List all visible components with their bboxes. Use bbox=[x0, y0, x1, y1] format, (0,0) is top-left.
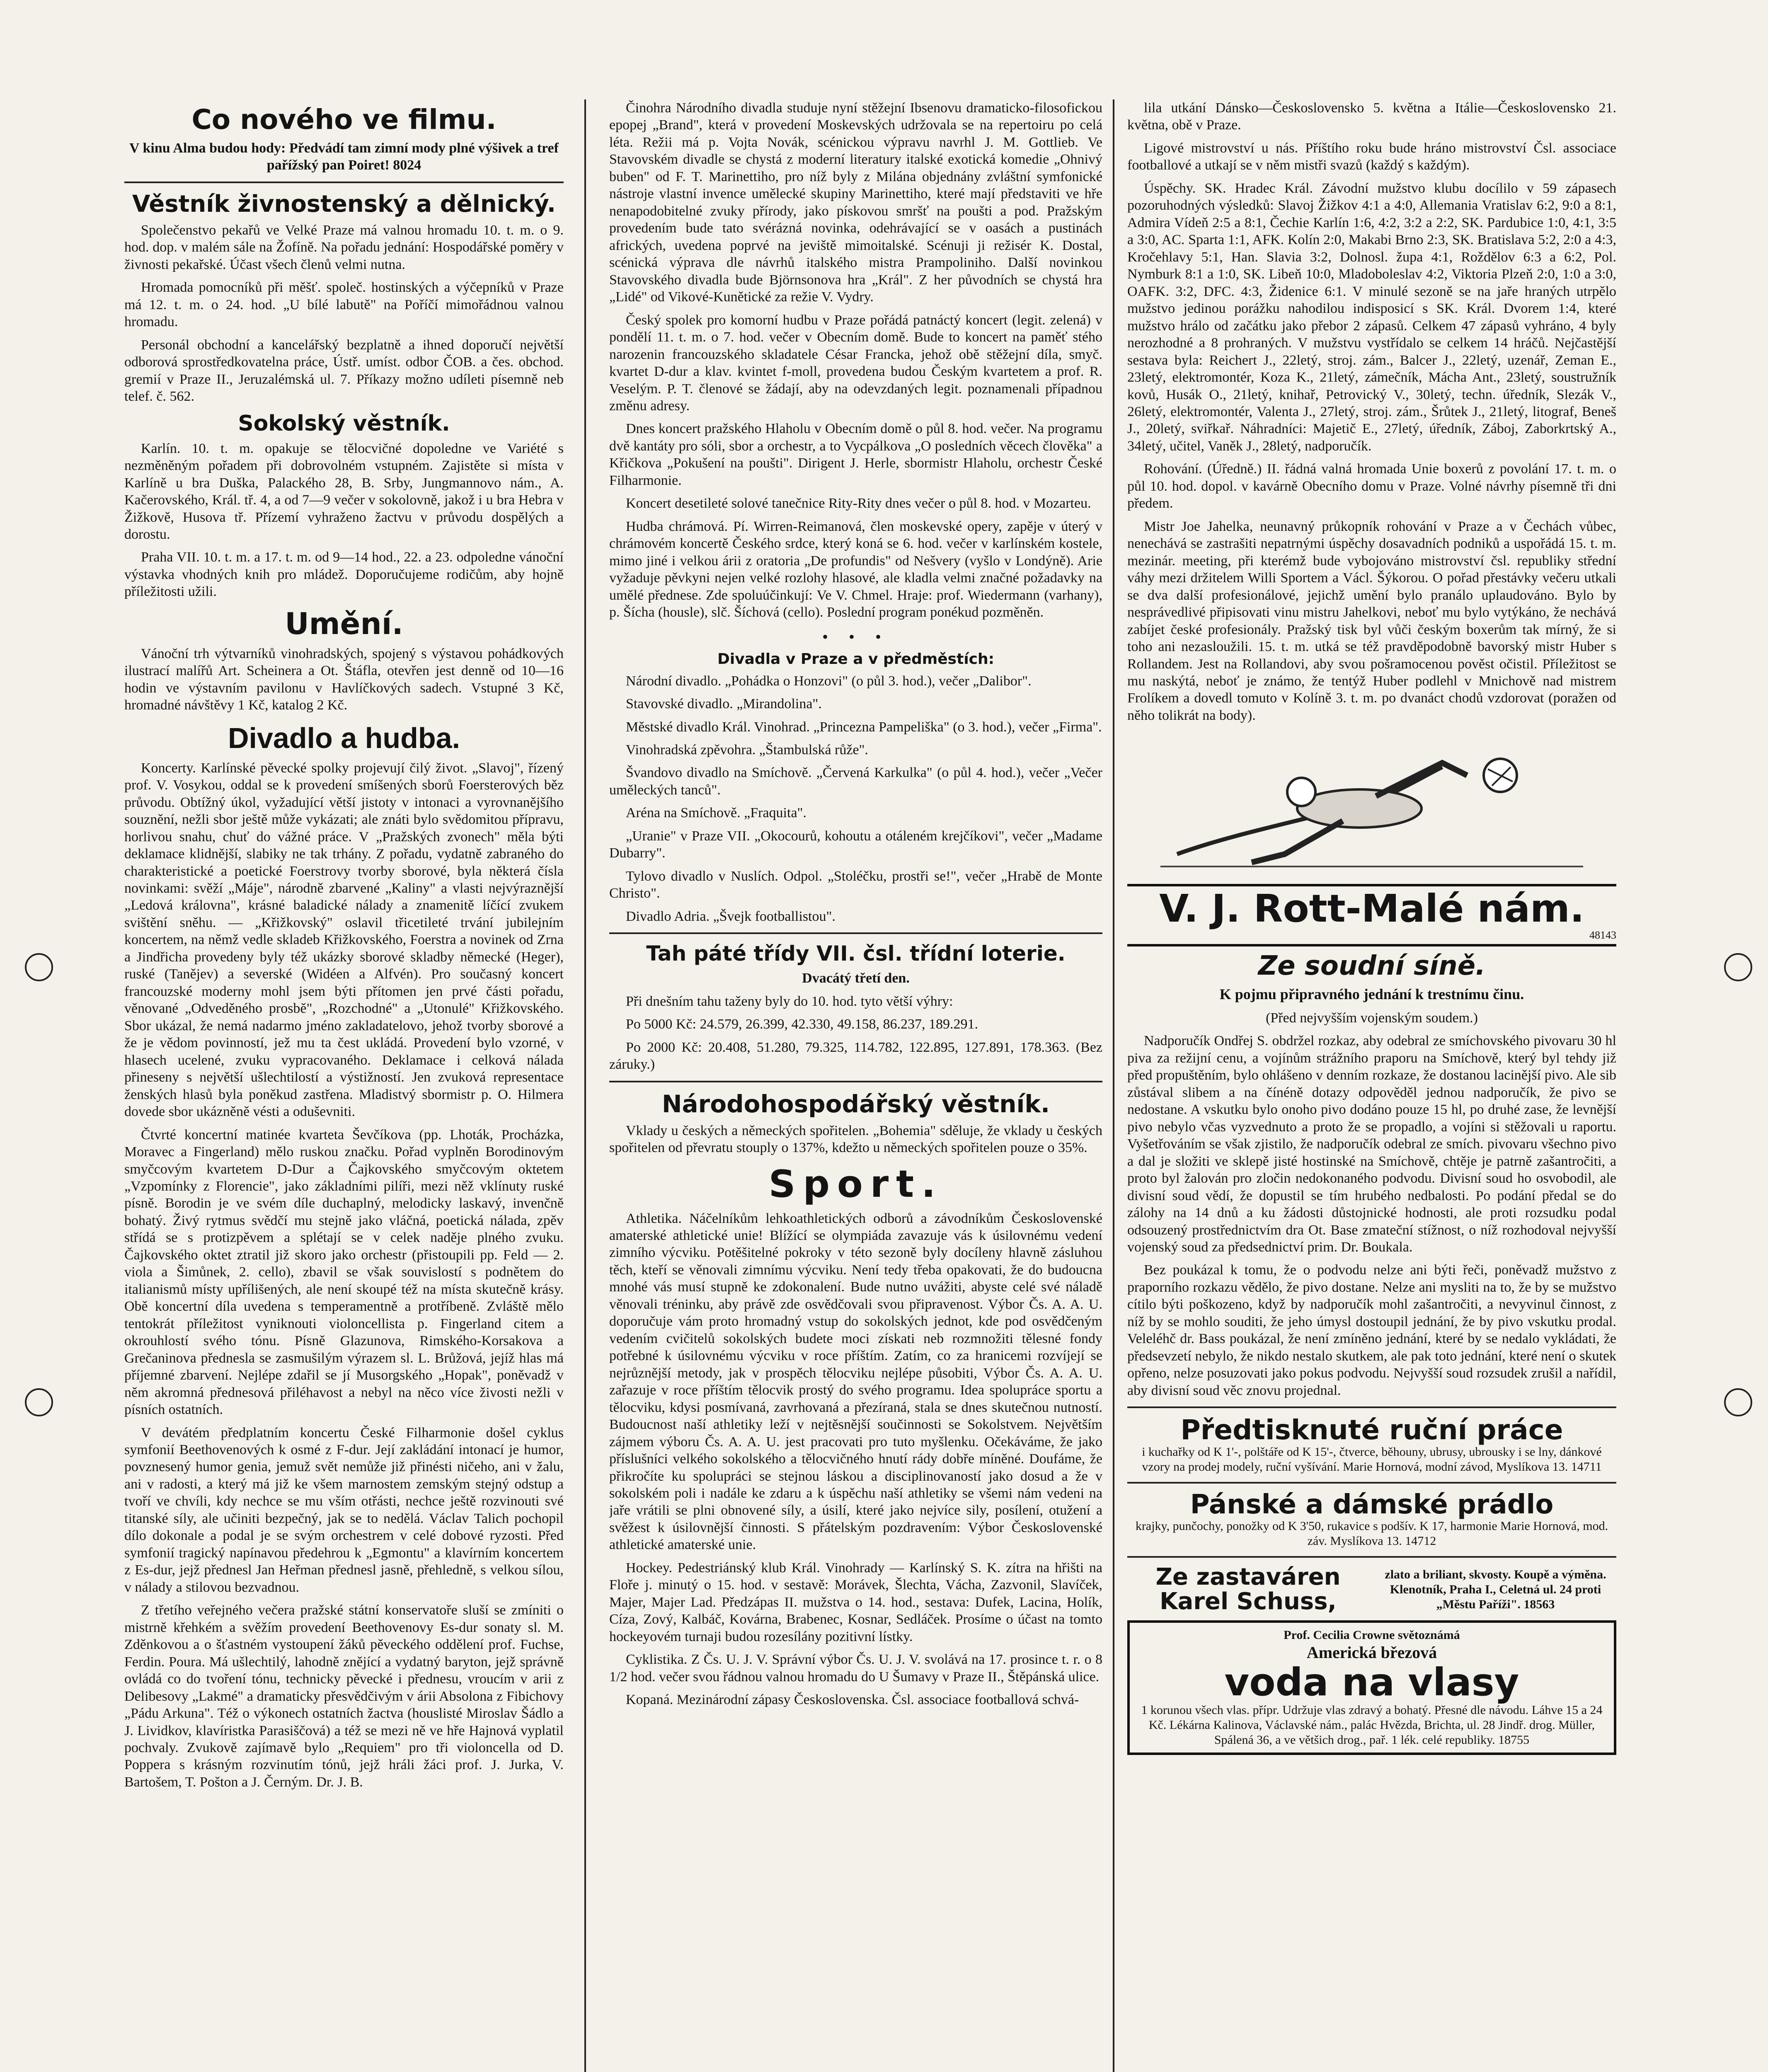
narodo-paragraph: Vklady u českých a německých spořitelen. „Bohemia" sděluje, že vklady u českých spořitelen od převratu stouply o 137%, kdežto u německých spořitelen pouze o 35%. bbox=[609, 1123, 1102, 1156]
sport-paragraph: Cyklistika. Z Čs. U. J. V. Správní výbor Čs. U. J. V. svolává na 17. prosince t. r. o 8 1/2 hod. večer svou řádnou valnou hromadu do U Šumavy v Praze II., Štěpánská ulice. bbox=[609, 1652, 1102, 1685]
sport-paragraph: Kopaná. Mezinárodní zápasy Československa. Čsl. associace footballová schvá- bbox=[626, 1692, 1079, 1708]
sport-paragraph: Hockey. Pedestriánský klub Král. Vinohrady — Karlínský S. K. zítra na hřišti na Floře j. minutý o 15. hod. v sestavě: Morávek, Šlechta, Vácha, Zazvonil, Slavíček, Majer, Majer Lad. Předzápas II. mužstva o 14. hod., sestava: Dufek, Lacina, Holík, Cíza, Zový, Kalbáč, Kovárna, Brabenec, Kosnar, Sedláček. Prosíme o účast na tomto hockeyovém turnaji budou rozesílány pozitivní lístky. bbox=[609, 1560, 1102, 1644]
theatre-listing: Vinohradská zpěvohra. „Štambulská růže". bbox=[626, 742, 868, 758]
theatre-listing: „Uranie" v Praze VII. „Okocourů, kohoutu a otáleném krejčíkovi", večer „Madame Dubarry". bbox=[609, 828, 1102, 861]
concert-paragraph: Dnes koncert pražského Hlaholu v Obecním domě o půl 8. hod. večer. Na programu dvě kantáty pro sóli, sbor a orchestr, a to Vycpálkova „O posledních věcech člověka" a Křičkova „Pokušení na poušti". Dirigent J. Herle, sbormistr Hlaholu, orchestr České Filharmonie. bbox=[609, 421, 1102, 488]
sokol-paragraph: Praha VII. 10. t. m. a 17. t. m. od 9—14 hod., 22. a 23. odpoledne vánoční výstavka vhodných knih pro mládež. Doporučujeme rodičům, aby hojně příležitosti užili. bbox=[124, 549, 564, 600]
zastavaren-advert-title: Ze zastaváren Karel Schuss, bbox=[1155, 1563, 1341, 1615]
film-text: V kinu Alma budou hody: Předvádí tam zimní mody plné výšivek a tref pařížský pan Poiret! 8024 bbox=[129, 140, 559, 173]
divadlo-paragraph: Z třetího veřejného večera pražské státní konservatoře sluší se zmíniti o mistrně křehkém a svěžím provedení Beethovenovy Es-dur sonaty sl. M. Zděnkovou a o šťastném vystoupení žáků pěveckého oddělení prof. Fuchse, Ferdin. Poura. Má ušlechtilý, lahodně znějící a vydatný baryton, jejž správně ovládá co do tvoření tónu, technicky pěvecké i přednesu, vroucím v arii z Delibesovy „Lakmé" a dramaticky přesvědčivým v árii Absolona z Fibichovy „Pádu Arkuna". Též o výkonech ostatních žactva (houslisté Miroslav Šádlo a J. Lividkov, klavíristka Parasiščová) a též se mezi ně ve hře Hajnová vyplatil pochvaly. Zvukově zajímavě bylo „Requiem" pro tři violoncella od D. Poppera s krásným rozvinutím tónů, jejž hráli žáci prof. J. Jurka, V. Bartošem, T. Pošton a J. Černým. Dr. J. B. bbox=[124, 1602, 564, 1790]
sport-paragraph: Úspěchy. SK. Hradec Král. Závodní mužstvo klubu docílilo v 59 zápasech pozoruhodných výsledků: Slavoj Žižkov 4:1 a 4:0, Allemania Vratislav 6:2, 9:0 a 8:1, Admira Vídeň 2:5 a 8:1, Čechie Karlín 1:6, 4:2, 3:2 a 2:2, SK. Pardubice 1:0, 4:1, 3:5 a 3:0, AC. Sparta 1:1, AFK. Kolín 2:0, Makabi Brno 2:3, SK. Bratislava 5:2, 2:0 a 4:3, Kročehlavy 5:1, Han. Slavia 3:2, Dolnosl. župa 4:1, Roždělov 6:3 a 6:2, Pol. Nymburk 8:1 a 1:0, SK. Libeň 10:0, Mladoboleslav 4:2, Viktoria Plzeň 2:0, 1:0 a 3:0, OAFK. 3:2, DFC. 4:3, Židenice 6:1. V minulé sezoně se na jaře hraných utrpělo mužstvo jedinou porážku nahodilou indisposicí s SK. Král. Dvorem 1:4, které mužstvo hrálo od začátku jako přebor 2 zápasů. Celkem 47 zápasů vyhráno, 4 byly nerozhodné a 8 prohraných. V mužstvu vystřídalo se celkem 14 hráčů. Nejčastější sestava byla: Reichert J., 22letý, stroj. zám., Balcer J., 22letý, uzenář, Zeman E., 23letý, elektromontér, Koza K., 21letý, zámečník, Mácha Ant., 23letý, soustružník kovů, Husák O., 21letý, knihař, Petrovický V., 30letý, techn. úředník, Slezák V., 26letý, elektromontér, Valenta J., 27letý, stroj. zám., Šrůtek J., 21letý, litograf, Beneš J., 20letý, sviřkař. Náhradníci: Majetič E., 27letý, úředník, Záboj, Zaborkrtský A., 34letý, učitel, Vaněk J., 28letý, nadporučík. bbox=[1127, 180, 1616, 454]
concert-paragraph: Koncert desetileté solové tanečnice Rity-Rity dnes večer o půl 8. hod. v Mozarteu. bbox=[626, 496, 1091, 511]
divider bbox=[1127, 1482, 1616, 1484]
sport-paragraph: Athletika. Náčelníkům lehkoathletických odborů a závodníkům Československé amaterské athletické unie! Blížící se olympiáda zavazuje vás k úsilovnému vedení zimního výcviku. Potěšitelné pokroky v této sezoně byly docíleny hlavně zásluhou těch, kteří se věnovali zimnímu výcviku. Není tedy třeba opakovati, že do budoucna mnohé vás musí stupně ke zdokonalení. Bude nutno uvážiti, abyste celé své náladě věnovali tréninku, aby právě zde osvědčovali svou připravenost. Výbor Čs. A. A. U. doporučuje vám proto hromadný vstup do sokolských jednot, kde pod osvědčeným vedením cvičitelů sokolských budete moci získati neb rozmnožiti tělesné fondy potřebné k úsilovnému výcviku v roce příštím. Zatím, co za hranicemi rozvíjejí se nejrůznější metody, jak v prospěch tělocviku nejlépe působiti, Výbor Čs. A. A. U. zařazuje v roce příštím tělocvik prostý do svého programu. Idea spolupráce sportu a tělocviku, kdysi posmívaná, zavrhovaná a přezíraná, stala se dnes skutečnou nutností. Budoucnost naší athletiky leží v nejtěsnější součinnosti se Sokolstvem. Největším zájmem výboru Čs. A. A. U. jest pracovati pro tuto myšlenku. Očekáváme, že jako příslušníci velkého sokolského a tělocvičného hnutí rády dobře míněné. Doufáme, že přikročíte ku spolupráci se stejnou láskou a disciplinovaností jako dosud a že v sokolském poli i nadále ke zdaru a k úspěchu naší athletiky se všemi nám vedeni na jaře vrátili se plni obnovené síly, a úsilí, které jako nejvíce sily, posílení, otužení a svěžest k úsilovnější činnosti. S přátelským pozdravením: Výbor Československé athletické amaterské unie. bbox=[609, 1210, 1102, 1553]
vestnik-paragraph: Personál obchodní a kancelářský bezplatně a ihned doporučí největší odborová sprostředkovatelna práce, Ústř. umíst. odbor ČOB. a čes. obchod. gremií v Praze II., Jeruzalémská ul. 7. Příkazy možno udíleti písemně neb telef. č. 562. bbox=[124, 337, 564, 404]
divider bbox=[609, 1081, 1102, 1082]
vlasy-advert-title: voda na vlasy bbox=[1224, 1660, 1519, 1705]
sokol-heading: Sokolský věstník. bbox=[238, 411, 450, 436]
rott-advert: V. J. Rott-Malé nám. bbox=[1159, 886, 1584, 931]
divadlo-paragraph: V devátém předplatním koncertu České Filharmonie došel cyklus symfonií Beethovenových k osmé z F-dur. Její zakládání intonací je humor, povznesený humor genia, jemuž svět nemůže již přinésti ničeho, ani v žalu, ani v radosti, a který má již ke všem marnostem zemským stejný odstup a tvoří ve chvíli, kdy nechce se mu vším otřásti, nechce ještě rozvinouti své titanské síly, ale učiniti bezpečný, jak se to nedělá. Václav Talich pochopil dílo dokonale a podal je se svým orchestrem v celé dobové ryzosti. Před symfonií tragický napínavou předehrou k „Egmontu" a klavírním koncertem z Es-dur, jejž přednesl Jan Heřman přednesl jasně, přehledně, s velkou sílou, v nálady a stilovou bezvadnou. bbox=[124, 1425, 564, 1595]
binding-hole-mark bbox=[25, 953, 53, 981]
theatre-listing: Aréna na Smíchově. „Fraquita". bbox=[626, 805, 806, 821]
divadla-heading: Divadla v Praze a v předměstích: bbox=[717, 650, 995, 668]
film-heading: Co nového ve filmu. bbox=[191, 104, 496, 136]
rucni-prace-advert-title: Předtisknuté ruční práce bbox=[1180, 1414, 1563, 1446]
binding-hole-mark bbox=[1724, 1388, 1752, 1416]
theatre-listing: Národní divadlo. „Pohádka o Honzovi" (o půl 3. hod.), večer „Dalibor". bbox=[626, 673, 1032, 689]
binding-hole-mark bbox=[1724, 953, 1752, 981]
rott-advert-number: 48143 bbox=[1589, 929, 1616, 941]
loterie-heading: Tah páté třídy VII. čsl. třídní loterie. bbox=[646, 942, 1066, 966]
loterie-paragraph: Po 5000 Kč: 24.579, 26.399, 42.330, 49.158, 86.237, 189.291. bbox=[626, 1017, 978, 1032]
divider bbox=[1127, 1406, 1616, 1408]
divider bbox=[609, 932, 1102, 934]
soud-paragraph: Nadporučík Ondřej S. obdržel rozkaz, aby odebral ze smíchovského pivovaru 30 hl piva za režijní cenu, a vojínům strážního praporu na Smíchově, který byl tehdy již před propuštěním, bylo ohlášeno v denním rozkaze, že dostanou lacinější pivo. Ale sib zůstával slibem a na čínéně dotazy odpověděl jednou nadporučík, že pivo se nedostane. A vskutku bylo onoho pivo dodáno pouze 15 hl, po druhé zase, že levnější pivo nebylo včas vyzvednuto a proto že se propadlo, a vojíni si stěžovali u raportu. Vyšetřováním se však zjistilo, že nadporučík odebral ze smích. pivovaru všechno pivo a dal je složiti ve sklepě jisté hostinské na Smíchově, chtěje je patrně zašantročiti, a proto byl žalován pro zločin nedokonaného podvodu. Divisní soud ho osvobodil, ale divisní soud vědí, že dopustil se tím hrubého nedbalosti. Po podání předal se do zálohy na 14 dnů a ku žádosti důstojnické hodnosti, ale proti rozsudku podal odsouzený prostřednictvím dra Ot. Base zmateční stížnost, o níž rozhodoval nejvyšší vojenský soud za předsednictví prim. Dr. Boukala. bbox=[1127, 1033, 1616, 1255]
binding-hole-mark bbox=[25, 1388, 53, 1416]
soud-heading: Ze soudní síně. bbox=[1258, 951, 1486, 981]
soud-note: (Před nejvyšším vojenským soudem.) bbox=[1266, 1010, 1478, 1026]
divadlo-paragraph: Čtvrté koncertní matinée kvarteta Ševčíkova (pp. Lhoták, Procházka, Moravec a Fingerland) mělo ruskou značku. Pořad vyplněn Borodinovým smyčcovým kvartetem D-Dur a Čajkovského smyčcovým oktetem „Vzpomínky z Florencie", jako základními pilíři, mezi něž vklínuty ruské písně. Borodin je ve svém díle duchaplný, melodicky laskavý, invenčně bohatý. Živý rytmus svědčí mu stejně jako vláčná, poetická nálada, zpěv střídá se s protizpěvem a splétají se v celek naděje plného zvuku. Čajkovského oktet ztratil již skoro jako orchestr (přistoupili pp. Feld — 2. viola a Šimůnek, 2. cello), zbavil se však souvislostí s podnětem do italianismů místy upřílišených, ale není skoupé též na místa skutečně krásy. Obě koncertní díla uvedena s temperamentně a protříbeně. Zvláště mělo tentokrát příležitost vyniknouti violoncellista p. Fingerland citem a okrouhlostí svého tónu. Písně Glazunova, Rimského-Korsakova a Grečaninova přednesla se zasmušilým výrazem sl. L. Brůžová, jejíž hlas má příjemné zbarvení. Nejlépe zdařil se jí Musorgského „Hopak", poněvadž v něm akromná přednesová přiléhavost a nebyl na něco více živosti nežli v písních ostatních. bbox=[124, 1127, 564, 1418]
umeni-heading: Umění. bbox=[285, 606, 403, 641]
theatre-listing: Městské divadlo Král. Vinohrad. „Princezna Pampeliška" (o 3. hod.), večer „Firma". bbox=[626, 719, 1102, 735]
column-rule bbox=[1113, 99, 1114, 2072]
concert-paragraph: Český spolek pro komorní hudbu v Praze pořádá patnáctý koncert (legit. zelená) v pondělí 11. t. m. o 7. hod. večer v Obecním domě. Bude to koncert na paměť stého narozenin francouzského skladatele César Francka, jehož obě stěžejní díla, smyč. kvartet D-dur a klav. kvintet f-moll, provedena budou Českým kvartetem a prof. R. Veselým. P. T. členové se žádají, aby na odevzdaných legit. poznamenali případnou změnu adresy. bbox=[609, 312, 1102, 414]
concert-paragraph: Hudba chrámová. Pí. Wirren-Reimanová, člen moskevské opery, zapěje v úterý v chrámovém koncertě Českého srdce, který koná se 6. hod. večer v karlínském kostele, mimo jiné i velkou árii z oratoria „De profundis" od Nešvery (vyšlo v Londýně). Arie vyžaduje pěvkyni nejen velké rozlohy hlasové, ale kladla velmi značné požadavky na umělé přednese. Zde spoluúčinkují: Ve V. Chmel. Hraje: prof. Wiedermann (varhany), p. Šícha (housle), slč. Šíchová (cello). Poslední program ponékud pozměněn. bbox=[609, 518, 1102, 620]
narodo-heading: Národohospodářský věstník. bbox=[661, 1089, 1050, 1118]
soud-subheading: K pojmu připravného jednání k trestnímu činu. bbox=[1219, 986, 1524, 1002]
soud-paragraph: Bez poukázal k tomu, že o podvodu nelze ani býti řeči, poněvadž mužstvo z praporního rozkazu vědělo, že pivo dostane. Nelze ani mysliti na to, že by se mužstvo cítilo býti poškozeno, když by nadporučík mohl zašantročiti, a nevyvinul činnost, z níž by se mohlo souditi, že jeho úmysl dostoupil jednání, že by pivo vskutku prodal. Veleléhč dr. Bass poukázal, že není zmíněno jednání, které by se nedalo vykládati, že předsevzetí nebylo, že nikdo nestalo skutkem, ale pak toto jednání, které není o skutek opřeno, nelze posuzovati jako pokus podvodu. Nejvyšší soud rozsudek zrušil a nařídil, aby divisní soud věc znovu projednal. bbox=[1127, 1262, 1616, 1398]
divadlo-paragraph: Koncerty. Karlínské pěvecké spolky projevují čilý život. „Slavoj", řízený prof. V. Vosykou, oddal se k provedení smíšených sborů Foersterových běz průvodu. Obtížný úkol, vyžadující větší jistoty v intonaci a vyrovnanějšího souznění, nežli sbor ještě může vykázati; ale znáti bylo svědomitou přípravu, horlivou snahu, chuť do vážné práce. V „Pražských zvonech" měla býti deklamace klidnější, slabiky ne tak trhány. Z pořadu, vydatně zabraného do charakteristické a poetické Foerstrovy tvorby sborové, byla některá čísla novinkami: svěží „Máje", národně zbarvené „Kaliny" a vlasti nejvýraznější „Ledová královna", krásné baladické nálady a znamenitě líčící zvukem svištění sněhu. — „Křižkovský" oslavil třicetileté trvání jubilejním koncertem, na němž vedle skladeb Křižkovského, Foerstra a novinek od Zrna a Jindřicha provedeny byly též ukázky sborové skladby německé (Heger), ruské (Tanějev) a severské (Widéen a Alfvén). Pro současný koncert francouzské moderny mohl jsem býti přítomen jen prvé části pořadu, věnované „Odveděného prosbě", „Rozchodné" a „Utonulé" Křižkovského. Sbor ukázal, že nemá nadarmo jméno zakladatelovo, jehož tvorby sborové a že je vědom povinností, jež mu ta čest ukládá. Provedení bylo vzorné, v hlasech ucelené, zvuku vypracovaného. Deklamace i celková nálada přineseny s největší ušlechtilostí a výstižností. Jen zvuková representace ženských hlasů byla poněkud zastřena. Mladistvý sbormistr p. O. Hilmera dovede sbor ukázněně vésti a oduševniti. bbox=[124, 760, 564, 1120]
theatre-paragraph: Činohra Národního divadla studuje nyní stěžejní Ibsenovu dramaticko-filosofickou epopej „Brand", která v provedení Moskevských udržovala se na repertoiru po celá léta. Režii má p. Vojta Novák, scénickou výpravu navrhl J. M. Gottlieb. Ve Stavovském divadle se chystá z moderní literatury italské exotická komedie „Ohnivý buben" od F. T. Marinettiho, pro níž byly z Milána objednány zvláštní symfonické nástroje vlastní invence umělecké skupiny Marinettiho, které mají představiti ve hře nenapodobitelné zvuky přírody, jako pískovou smršť na poušti a pod. Pražským provedením bude tato svérázná novinka, odehrávající se v oasách a pustinách afrických, uvedena poprvé na jeviště mimoitalské. Scénuji ji režisér K. Dostal, scénická výprava dle návrhů italského mistra Prampoliniho. Další novinkou Stavovského divadla bude Björnsonova hra „Král". Z her původních se chystá hra „Lidé" od Vikové-Kunětické za režie V. Vydry. bbox=[609, 100, 1102, 305]
pradlo-advert-title: Pánské a dámské prádlo bbox=[1190, 1489, 1554, 1520]
theatre-listing: Švandovo divadlo na Smíchově. „Červená Karkulka" (o půl 4. hod.), večer „Večer uměleckých tanců". bbox=[609, 765, 1102, 798]
vlasy-advert-text: 1 korunou všech vlas. přípr. Udržuje vlas zdravý a bohatý. Přesné dle návodu. Láhve 15 a 24 Kč. Lékárna Kalinova, Václavské nám., palác Hvězda, Brichta, ul. 28 Jindř. drog. Müller, Spálená 36, a ve většich drog., pař. 1 lék. celé republiky. 18755 bbox=[1141, 1703, 1603, 1747]
umeni-paragraph: Vánoční trh výtvarníků vinohradských, spojený s výstavou pohádkových ilustrací malířů Art. Scheinera a Ot. Štáfla, otevřen jest denně od 10—16 hodin ve výstavním pavilonu v Havlíčkových sadech. Vstupné 3 Kč, hromadné návštěvy 1 Kč, katalog 2 Kč. bbox=[124, 646, 564, 713]
theatre-listing: Stavovské divadlo. „Mirandolina". bbox=[626, 696, 822, 712]
vestnik-heading: Věstník živnostenský a dělnický. bbox=[132, 190, 556, 218]
vlasy-advert-line: Americká březová bbox=[1306, 1643, 1437, 1662]
theatre-listing: Tylovo divadlo v Nuslích. Odpol. „Stoléčku, prostři se!", večer „Hrabě de Monte Christo". bbox=[609, 868, 1102, 901]
sport-paragraph: Mistr Joe Jahelka, neunavný průkopník rohování v Praze a v Čechách vůbec, nenechává se zastrašiti nepatrnými úspěchy dosavadních podniků a uspořádá 15. t. m. mezinár. meeting, při kterémž bude vybojováno mistrovství čsl. republiky střední váhy mezi držitelem Willi Sportem a Václ. Šýkorou. O pořad přestávky večeru utkali se dva další profesionálové, jejichž umění bylo pranálo uplaudováno. Bylo by nesprávedlivé připisovati vinu mistru Jahelkovi, neboť mu bylo vytýkáno, že nechává zabíjet české profesionály. Pražský tisk byl vůči českým boxerům tak mírný, že si toho ani nezasloužili. 15. t. m. utká se též pravděpodobně bavorský mistr Huber s Rollandem. Jest na Rollandovi, aby svou pošramocenou pověst očistil. Příležitost se mu naskýtá, neboť je známo, že tentýž Huber podlehl v Mnichově nad mistrem Frolíkem a dovedl tomuto v Kolíně 3. t. m. po dvanáct chodů vzdorovat (poražen od něho tolikrát na body). bbox=[1127, 518, 1616, 723]
divider bbox=[1127, 1556, 1616, 1558]
vestnik-paragraph: Společenstvo pekařů ve Velké Praze má valnou hromadu 10. t. m. o 9. hod. dop. v malém sále na Žofíně. Na pořadu jednání: Hospodářské poměry v živnosti pekařské. Účast všech členů velmi nutna. bbox=[124, 222, 564, 272]
footballer-drawing bbox=[1127, 730, 1616, 879]
sport-heading: Sport. bbox=[768, 1162, 943, 1206]
loterie-paragraph: Při dnešním tahu taženy byly do 10. hod. tyto větší výhry: bbox=[626, 993, 953, 1009]
column-rule bbox=[584, 99, 586, 2072]
zastavaren-advert-text: zlato a briliant, skvosty. Koupě a výměna. Klenotník, Praha I., Celetná ul. 24 proti „Městu Paříži". 18563 bbox=[1385, 1567, 1606, 1611]
loterie-paragraph: Po 2000 Kč: 20.408, 51.280, 79.325, 114.782, 122.895, 127.891, 178.363. (Bez záruky.) bbox=[609, 1039, 1102, 1072]
divider bbox=[124, 182, 564, 183]
divadlo-heading: Divadlo a hudba. bbox=[228, 721, 460, 754]
sport-paragraph: Ligové mistrovství u nás. Příštího roku bude hráno mistrovství Čsl. associace footballové a utkají se v něm mistři svazů (každý s každým). bbox=[1127, 140, 1616, 173]
vlasy-advert bbox=[1127, 1620, 1616, 1755]
column-2 bbox=[609, 99, 1102, 2072]
sport-paragraph: Rohování. (Úředně.) II. řádná valná hromada Unie boxerů z povolání 17. t. m. o půl 10. hod. dopol. v kavárně Obecního domu v Praze. Volné návrhy písemně tři dni předem. bbox=[1127, 461, 1616, 511]
rucni-prace-advert-text: i kuchařky od K 1'-, polštáře od K 15'-, čtverce, běhouny, ubrusy, ubrousky i se lny, dánkové vzory na prodej modely, ruční vyšívání. Marie Hornová, modní závod, Myslíkova 13. 14711 bbox=[1142, 1445, 1602, 1474]
asterisk-separator: • • • bbox=[822, 627, 889, 646]
column-3 bbox=[1127, 99, 1616, 2072]
pradlo-advert-text: krajky, punčochy, ponožky od K 3'50, rukavice s podšív. K 17, harmonie Marie Hornová, mod. záv. Myslíkova 13. 14712 bbox=[1135, 1519, 1608, 1548]
loterie-day: Dvacátý třetí den. bbox=[802, 971, 910, 986]
theatre-listing: Divadlo Adria. „Švejk footballistou". bbox=[626, 908, 836, 924]
vestnik-paragraph: Hromada pomocníků při měšť. společ. hostinských a výčepníků v Praze má 12. t. m. o 24. hod. „U bílé labutě" na Poříčí mimořádnou valnou hromadu. bbox=[124, 280, 564, 330]
column-1 bbox=[124, 99, 564, 2072]
sokol-paragraph: Karlín. 10. t. m. opakuje se tělocvičné dopoledne ve Variété s nezměněným pořadem při dobrovolném vstupném. Zajistěte si místa v Karlíně u bra Duška, Palackého 28, B. Srby, Jungmannovo nám., A. Kačerovského, Král. tř. 4, a od 7—9 večer v sokolovně, jakož i u bra Hebra v Žižkově, Husova tř. Přízemí vyhraženo žactvu v průvodu dospělých a dorostu. bbox=[124, 441, 564, 542]
vlasy-advert-kicker: Prof. Cecilia Crowne světoznámá bbox=[1284, 1628, 1460, 1642]
sport-paragraph: lila utkání Dánsko—Československo 5. května a Itálie—Československo 21. května, obě v Praze. bbox=[1127, 100, 1616, 133]
